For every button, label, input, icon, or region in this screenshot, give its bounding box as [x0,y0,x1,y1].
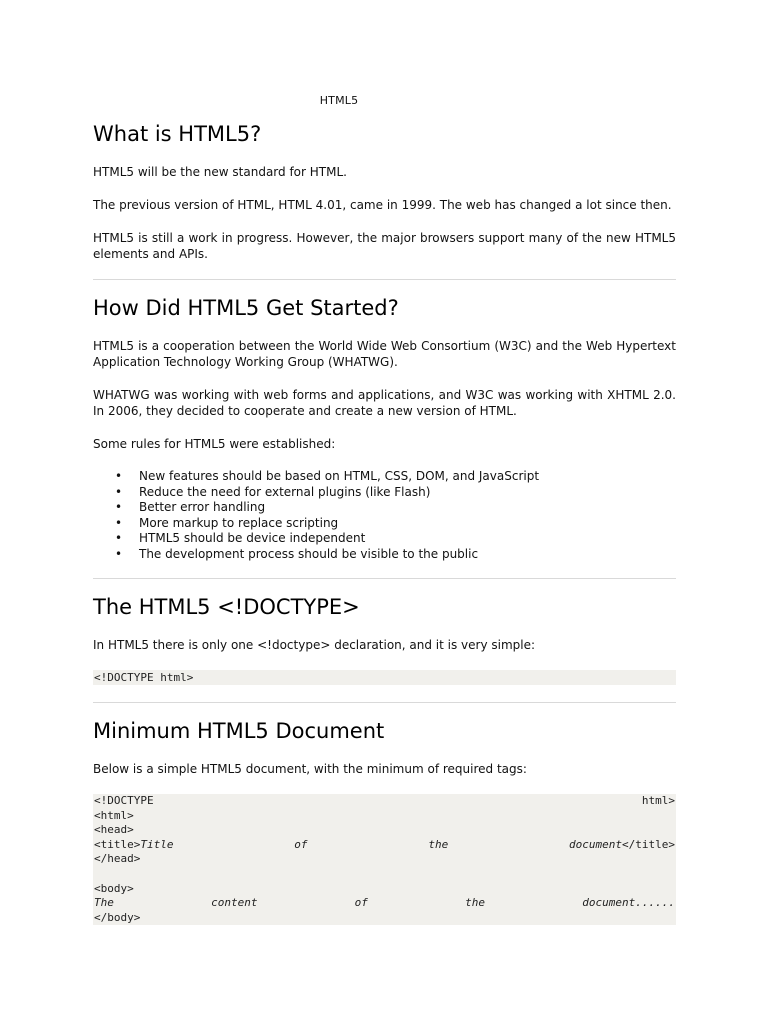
minimum-document-code-block [93,794,676,925]
paragraph: In HTML5 there is only one <!doctype> declaration, and it is very simple: [93,638,536,652]
code-token: the [428,837,449,851]
heading-how-did-html5-get-started: How Did HTML5 Get Started? [93,296,399,320]
list-item: • Better error handling [93,500,676,516]
code-token: <head> [94,823,134,837]
code-token: <!DOCTYPE [94,794,154,807]
code-token: The [94,896,114,910]
code-token: Title [140,837,174,851]
code-token-group [569,838,675,853]
paragraph: WHATWG was working with web forms and applications, and W3C was working with XHTML 2.0. In 2006, they decided to cooperate and create a new version of HTML. [93,388,676,418]
code-line [94,882,675,897]
list-item: • Reduce the need for external plugins (like Flash) [93,485,676,501]
paragraph: HTML5 is a cooperation between the World Wide Web Consortium (W3C) and the Web Hypertext Application Technology Working Group (WHATWG). [93,339,676,369]
paragraph: Below is a simple HTML5 document, with the minimum of required tags: [93,762,527,776]
divider [93,578,676,579]
document-content [93,122,676,925]
code-token: document...... [582,896,675,910]
code-token: html> [641,794,675,807]
doctype-code-snippet: <!DOCTYPE html> [93,670,676,685]
code-token: </title> [621,837,675,851]
code-token: document [569,837,622,851]
heading-minimum-html5-document: Minimum HTML5 Document [93,719,385,743]
code-token: <html> [94,808,134,822]
code-token: </head> [94,852,141,866]
list-item: • New features should be based on HTML, CSS, DOM, and JavaScript [93,469,676,485]
rules-list [93,469,676,562]
paragraph: HTML5 is still a work in progress. However, the major browsers support many of the new HTML5 elements and APIs. [93,231,676,261]
code-line [94,838,675,853]
heading-html5-doctype: The HTML5 <!DOCTYPE> [93,595,360,619]
code-token: content [211,896,258,910]
code-token: the [465,896,486,910]
code-line [94,911,675,926]
code-line [94,852,675,867]
code-token: </body> [94,910,141,924]
code-line [94,794,675,809]
paragraph: The previous version of HTML, HTML 4.01, came in 1999. The web has changed a lot since then. [93,198,672,212]
heading-what-is-html5: What is HTML5? [93,122,262,146]
document-title: HTML5 [319,94,359,107]
code-line [94,823,675,838]
code-token: <title> [94,837,141,851]
code-token-group [94,838,173,853]
list-item: • HTML5 should be device independent [93,531,676,547]
list-item: • The development process should be visible to the public [93,547,676,563]
list-item: • More markup to replace scripting [93,516,676,532]
divider [93,702,676,703]
paragraph: Some rules for HTML5 were established: [93,437,336,451]
code-line [94,809,675,824]
code-line [94,896,675,911]
code-token: of [354,896,368,910]
code-line-blank [94,867,675,882]
paragraph: HTML5 will be the new standard for HTML. [93,165,347,179]
divider [93,279,676,280]
code-token: <body> [94,881,134,895]
code-token: of [294,837,308,851]
